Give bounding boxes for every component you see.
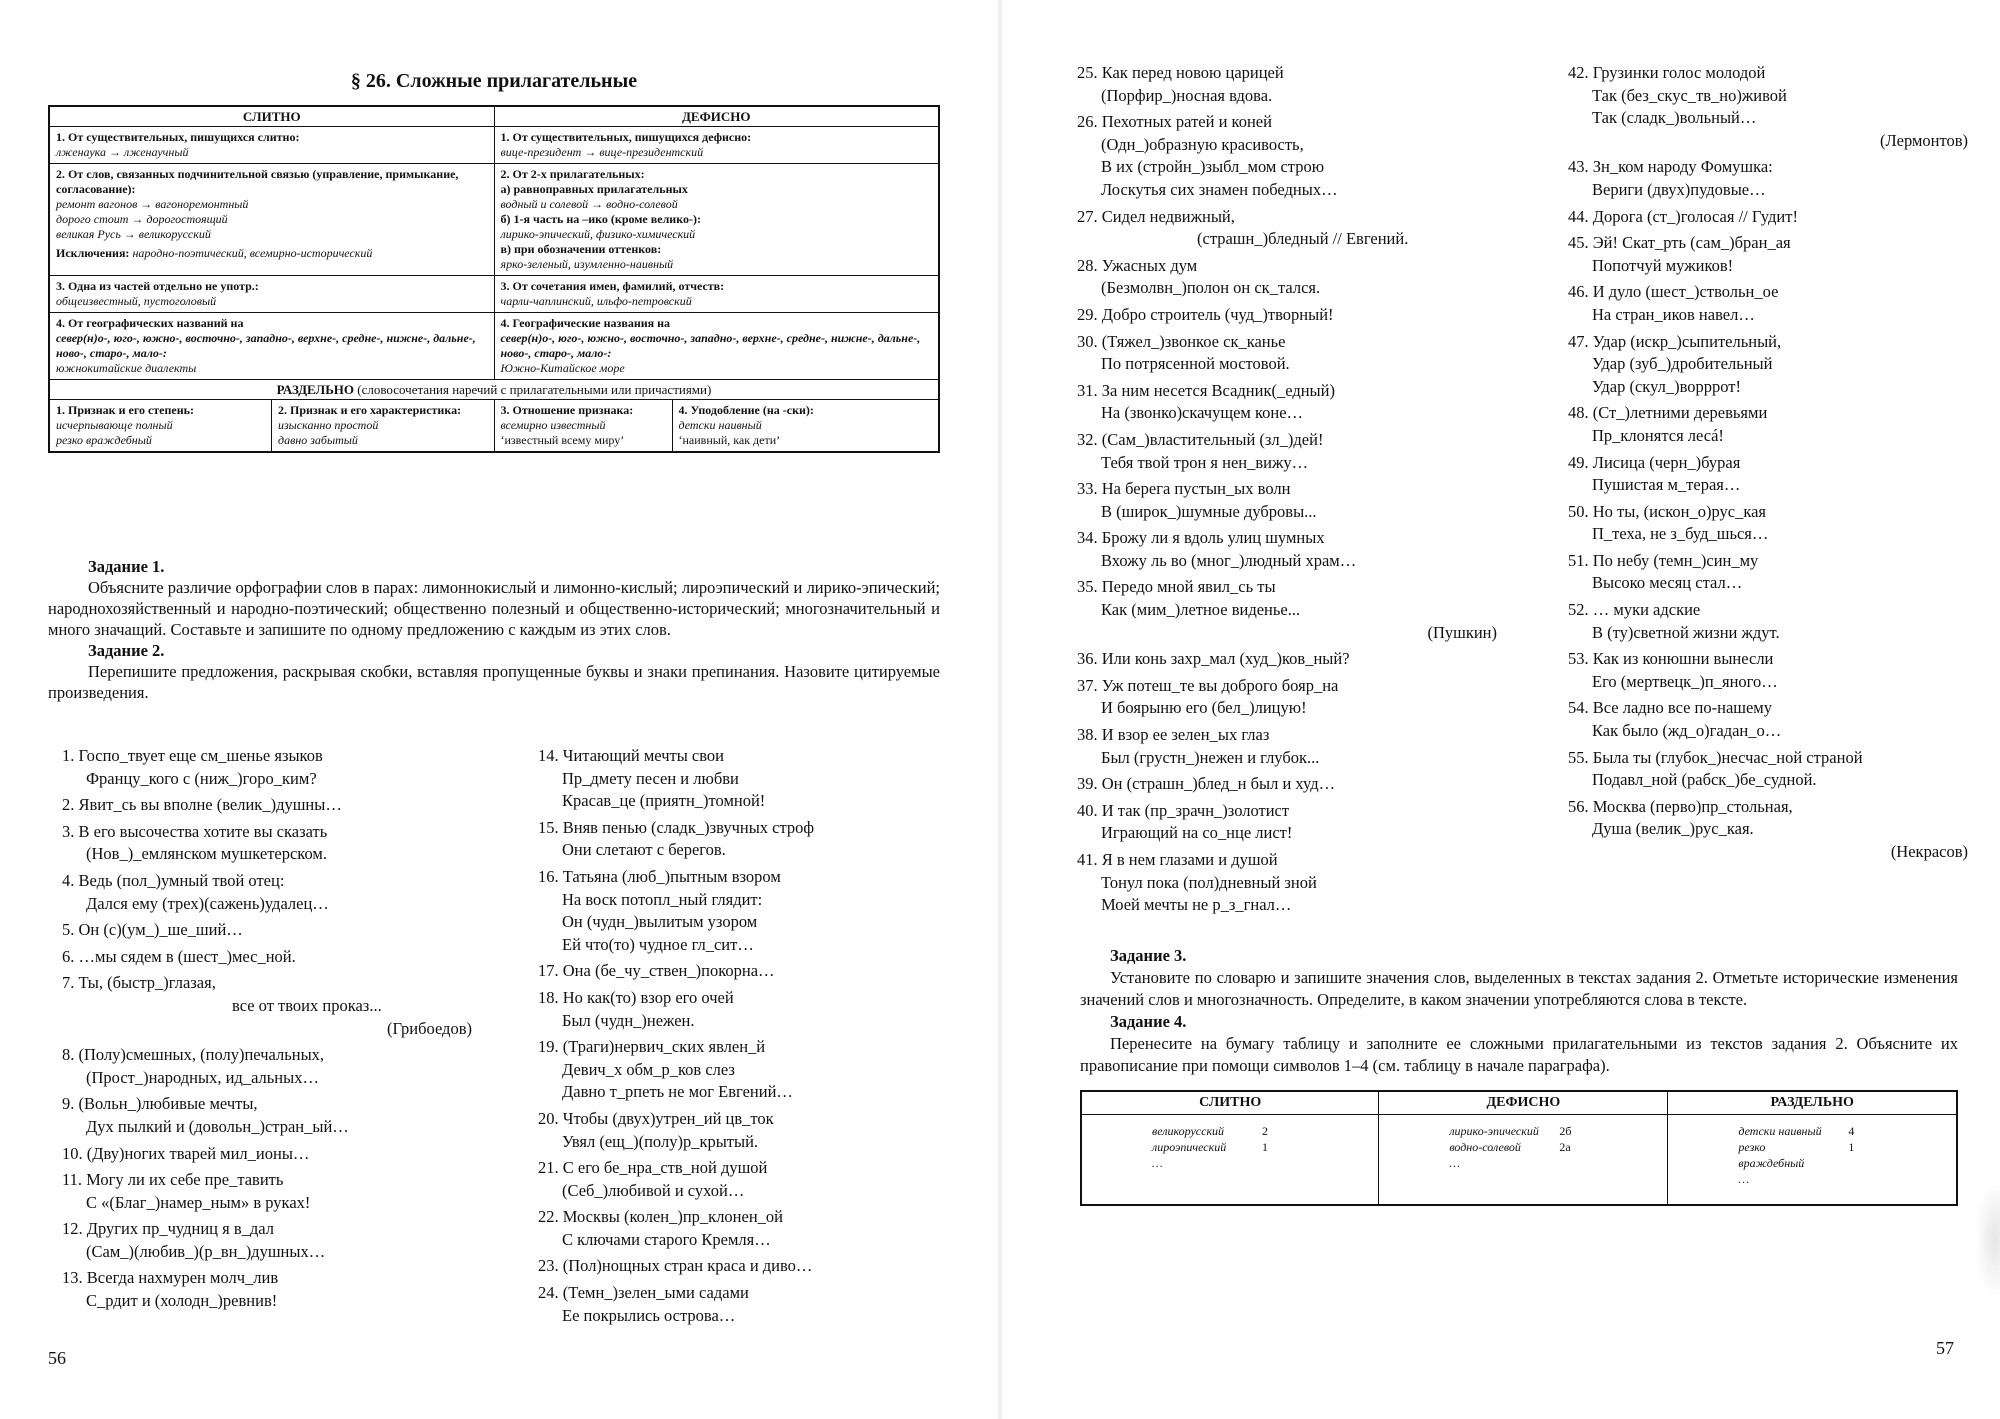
fill-in-table (1080, 1090, 1958, 1206)
exercise-line: 52. … муки адские (1568, 600, 1701, 620)
exercise-line: В (широк_)шумные дубровы... (1101, 501, 1317, 521)
exercise-line: 33. На берега пустын_ых волн (1077, 479, 1291, 499)
exercise-line: (Сам_)(любив_)(р_вн_)душных… (86, 1241, 326, 1261)
exercise-line: 15. Вняв пенью (сладк_)звучных строф (538, 817, 815, 837)
task-heading: Задание 1. (88, 557, 165, 576)
exercise-line: Играющий на со_нце лист! (1101, 823, 1293, 843)
exercise-line: 29. Добро строитель (чуд_)творный! (1077, 304, 1334, 324)
exercise-line: 37. Уж потеш_те вы доброго бояр_на (1077, 675, 1339, 695)
exercise-line: 16. Татьяна (люб_)пытным взором (538, 866, 781, 886)
exercise-line: 55. Была ты (глубок_)несчас_ной страной (1568, 747, 1863, 767)
exercise-line: Ей что(то) чудное гл_сит… (562, 934, 754, 954)
exercise-line: И боярыню его (бел_)лицую! (1101, 698, 1307, 718)
exercise-column (1077, 62, 1497, 917)
exercise-line: Вхожу ль во (мног_)людный храм… (1101, 550, 1357, 570)
exercise-line: 34. Брожу ли я вдоль улиц шумных (1077, 528, 1325, 548)
header-separate: РАЗДЕЛЬНО (1668, 1091, 1957, 1115)
exercise-line: 32. (Сам_)властительный (зл_)дей! (1077, 429, 1324, 449)
section-title: § 26. Сложные прилагательные (350, 70, 638, 92)
rule-cell: 3. Одна из частей отдельно не употр.: общеизвестный, пустоголовый (49, 276, 494, 313)
exercise-line: 41. Я в нем глазами и душой (1077, 850, 1278, 869)
task-text: Установите по словарю и запишите значения слов, выделенных в текстах задания 2. Отметьте исторические изменения значений слов и многозначность. Определите, в каком значении употребляются слова в тексте. (1080, 968, 1958, 1009)
exercise-line: все от твоих проказ... (232, 995, 382, 1015)
rule-cell: 1. Признак и его степень: исчерпывающе полный резко враждебный (49, 400, 272, 453)
page-number: 57 (1936, 1338, 1954, 1358)
exercise-line: 19. (Траги)нервич_ских явлен_й (538, 1037, 766, 1057)
exercise-line: 44. Дорога (ст_)голосая // Гудит! (1568, 206, 1798, 226)
exercise-line: 8. (Полу)смешных, (полу)печальных, (62, 1045, 325, 1065)
exercise-line: Как (мим_)летное виденье... (1101, 600, 1301, 620)
rule-cell: 1. От существительных, пишущихся слитно: лженаука → лженаучный (49, 127, 494, 164)
task-heading: Задание 3. (1110, 946, 1187, 965)
exercise-line: Францу_кого с (ниж_)горо_ким? (86, 768, 317, 788)
exercise-line: В их (стройн_)зыбл_мом строю (1101, 157, 1325, 177)
exercise-line: На (звонко)скачущем коне… (1101, 403, 1304, 423)
exercise-line: (Некрасов) (1890, 842, 1968, 861)
task-heading: Задание 2. (88, 641, 165, 660)
exercise-line: (Себ_)любивой и сухой… (562, 1180, 745, 1200)
exercise-line: 14. Читающий мечты свои (538, 746, 725, 765)
exercise-line: 36. Или конь захр_мал (худ_)ков_ный? (1077, 649, 1350, 669)
header-solid: СЛИТНО (1081, 1091, 1379, 1115)
exercise-line: 38. И взор ее зелен_ых глаз (1077, 725, 1270, 745)
header-hyphen: ДЕФИСНО (494, 106, 939, 127)
exercise-line: 20. Чтобы (двух)утрен_ий цв_ток (538, 1108, 774, 1128)
fill-cell: великорусский 2 лироэпический 1 … (1081, 1115, 1379, 1205)
exercise-line: Дался ему (трех)(сажень)удалец… (86, 893, 329, 913)
exercise-line: 27. Сидел недвижный, (1077, 206, 1235, 226)
exercise-line: 46. И дуло (шест_)ствольн_ое (1568, 282, 1779, 302)
exercise-line: 11. Могу ли их себе пре_тавить (62, 1170, 284, 1190)
exercise-line: На воск потопл_ный глядит: (562, 889, 763, 909)
exercise-line: Они слетают с берегов. (562, 840, 726, 860)
rule-cell: 3. Отношение признака: всемирно известный ‘известный всему миру’ (494, 400, 672, 453)
rule-cell: 2. От слов, связанных подчинительной связью (управление, примыкание, согласование): ремонт вагонов → вагоноремонтный дорого стоит → дорогостоящий великая Русь → великорусский Исключения: народно-поэтический, всемирно-исторический (49, 164, 494, 276)
exercise-line: Душа (велик_)рус_кая. (1592, 819, 1754, 839)
exercise-line: Пр_клонятся лесá! (1592, 425, 1724, 445)
exercise-line: С «(Благ_)намер_ным» в руках! (86, 1192, 311, 1212)
exercise-line: Лоскутья сих знамен победных… (1101, 179, 1338, 199)
exercise-line: 53. Как из конюшни вынесли (1568, 649, 1774, 669)
exercise-line: Увял (ещ_)(полу)р_крытый. (562, 1131, 759, 1151)
exercise-line: 25. Как перед новою царицей (1077, 63, 1284, 82)
exercise-line: Был (грустн_)нежен и глубок... (1101, 747, 1320, 767)
spelling-rules-table (48, 105, 940, 453)
exercise-line: 39. Он (страшн_)блед_н был и худ… (1077, 774, 1336, 794)
right-page (1000, 0, 2000, 1419)
exercise-line: 13. Всегда нахмурен молч_лив (62, 1268, 279, 1288)
rule-cell: 4. От географических названий на север(н)о-, юго-, южно-, восточно-, западно-, верхне-, средне-, нижне-, дальне-, ново-, старо-, мало-: южнокитайские диалекты (49, 313, 494, 380)
exercise-line: В (ту)светной жизни ждут. (1592, 622, 1780, 642)
exercise-line: 17. Она (бе_чу_ствен_)покорна… (538, 961, 775, 981)
exercise-line: 30. (Тяжел_)звонкое ск_канье (1077, 331, 1286, 351)
exercise-line: 40. И так (пр_зрачн_)золотист (1077, 800, 1290, 820)
exercise-line: 22. Москвы (колен_)пр_клонен_ой (538, 1207, 783, 1227)
exercise-line: 47. Удар (искр_)сыпительный, (1568, 331, 1782, 351)
header-hyphen: ДЕФИСНО (1379, 1091, 1668, 1115)
rule-cell: 3. От сочетания имен, фамилий, отчеств: чарли-чаплинский, ильфо-петровский (494, 276, 939, 313)
exercise-line: Девич_х обм_р_ков слез (562, 1059, 735, 1079)
exercise-line: 26. Пехотных ратей и коней (1077, 112, 1272, 132)
exercise-line: 43. Зн_ком народу Фомушка: (1568, 157, 1773, 177)
rule-cell: 2. От 2-х прилагательных: а) равноправных прилагательных водный и солевой → водно-солевой б) 1-я часть на –ико (кроме велико-): лирико-эпический, физико-химический в) при обозначении оттенков: ярко-зеленый, изумленно-наивный (494, 164, 939, 276)
task-text: Перепишите предложения, раскрывая скобки, вставляя пропущенные буквы и знаки препинания. Назовите цитируемые произведения. (48, 662, 940, 702)
exercise-line: 21. С его бе_нра_ств_ной душой (538, 1158, 768, 1178)
exercise-line: По потрясенной мостовой. (1101, 354, 1290, 374)
exercise-line: (Нов_)_емлянском мушкетерском. (86, 844, 327, 864)
exercise-line: 45. Эй! Скат_рть (сам_)бран_ая (1568, 233, 1791, 253)
exercise-line: 42. Грузинки голос молодой (1568, 63, 1766, 82)
rule-cell: 4. Географические названия на север(н)о-, юго-, южно-, восточно-, западно-, верхне-, средне-, нижне-, дальне-, ново-, старо-, мало-: Южно-Китайское море (494, 313, 939, 380)
exercise-line: 7. Ты, (быстр_)глазая, (62, 973, 216, 993)
exercise-line: Как было (жд_о)гадан_о… (1592, 721, 1782, 741)
exercise-line: Подавл_ной (рабск_)бе_судной. (1592, 770, 1817, 790)
exercise-line: П_теха, не з_буд_шься… (1592, 524, 1769, 544)
exercise-line: (страшн_)бледный // Евгений. (1197, 229, 1409, 249)
rule-cell: 4. Уподобление (на -ски): детски наивный ‘наивный, как дети’ (672, 400, 939, 453)
exercise-line: 48. (Ст_)летними деревьями (1568, 403, 1768, 423)
task-3-4 (1080, 945, 1958, 1077)
exercise-line: Удар (скул_)ворррот! (1592, 376, 1741, 396)
exercise-line: Высоко месяц стал… (1592, 573, 1743, 593)
exercise-line: 23. (Пол)нощных стран краса и диво… (538, 1256, 813, 1276)
exercise-line: Тонул пока (пол)дневный зной (1101, 872, 1317, 892)
exercise-line: 51. По небу (темн_)син_му (1568, 550, 1759, 570)
exercise-line: 35. Передо мной явил_сь ты (1077, 577, 1276, 597)
exercise-line: Так (без_скус_тв_но)живой (1592, 85, 1787, 105)
exercise-line: Моей мечты не р_з_гнал… (1101, 895, 1292, 915)
exercise-line: Давно т_рпеть не мог Евгений… (562, 1082, 793, 1102)
exercise-line: 31. За ним несется Всадник(_едный) (1077, 380, 1335, 400)
exercise-line: 9. (Вольн_)любивые мечты, (62, 1094, 258, 1114)
exercise-line: (Прост_)народных, ид_альных… (86, 1067, 319, 1087)
exercise-line: Попотчуй мужиков! (1592, 255, 1734, 275)
rule-cell: 1. От существительных, пишущихся дефисно: вице-президент → вице-президентский (494, 127, 939, 164)
exercise-line: 12. Других пр_чудниц я в_дал (62, 1219, 274, 1239)
exercise-line: 49. Лисица (черн_)бурая (1568, 452, 1741, 472)
task-heading: Задание 4. (1110, 1012, 1187, 1031)
exercise-line: 3. В его высочества хотите вы сказать (62, 821, 328, 841)
exercise-line: На стран_иков навел… (1592, 304, 1755, 324)
exercise-line: Он (чудн_)вылитым узором (562, 912, 758, 932)
exercise-line: 1. Госпо_твует еще см_шенье языков (62, 746, 323, 765)
exercise-line: 18. Но как(то) взор его очей (538, 987, 734, 1007)
exercise-line: Тебя твой трон я нен_вижу… (1101, 452, 1309, 472)
exercise-line: (Грибоедов) (387, 1018, 472, 1038)
exercise-line: (Порфир_)носная вдова. (1101, 85, 1273, 105)
exercise-line: 50. Но ты, (искон_о)рус_кая (1568, 501, 1767, 521)
exercise-line: (Безмолвн_)полон он ск_тался. (1101, 278, 1321, 298)
exercise-line: Ее покрылись острова… (562, 1305, 736, 1325)
exercise-line: Вериги (двух)пудовые… (1592, 179, 1766, 199)
rule-cell: 2. Признак и его характеристика: изысканно простой давно забытый (272, 400, 495, 453)
exercise-line: Дух пылкий и (довольн_)стран_ый… (86, 1116, 349, 1136)
exercise-line: 6. …мы сядем в (шест_)мес_ной. (62, 946, 296, 966)
exercise-line: 4. Ведь (пол_)умный твой отец: (62, 870, 285, 890)
page-number: 56 (48, 1348, 66, 1368)
separate-header: РАЗДЕЛЬНО (словосочетания наречий с прилагательными или причастиями) (49, 380, 939, 400)
exercise-line: 2. Явит_сь вы вполне (велик_)душны… (62, 795, 342, 815)
page-shadow (1975, 1180, 2000, 1300)
task-text: Перенесите на бумагу таблицу и заполните ее сложными прилагательными из текстов задания 2. Объясните их правописание при помощи символов 1–4 (см. таблицу в начале параграфа). (1080, 1034, 1958, 1075)
exercise-line: (Пушкин) (1427, 622, 1497, 642)
exercise-line: 54. Все ладно все по-нашему (1568, 698, 1773, 718)
task-1 (48, 556, 940, 703)
exercise-line: Пушистая м_терая… (1592, 475, 1741, 495)
header-solid: СЛИТНО (49, 106, 494, 127)
exercise-line: 10. (Дву)ногих тварей мил_ионы… (62, 1143, 310, 1163)
exercise-column (538, 745, 968, 1327)
exercise-line: 24. (Темн_)зелен_ыми садами (538, 1283, 749, 1303)
exercise-line: Так (сладк_)вольный… (1592, 108, 1757, 128)
exercise-line: Был (чудн_)нежен. (562, 1010, 695, 1030)
exercise-line: Его (мертвецк_)п_яного… (1592, 671, 1778, 691)
fill-cell: детски наивный 4 резко враждебный 1 … (1668, 1115, 1957, 1205)
exercise-column (1568, 62, 1968, 864)
task-text: Объясните различие орфографии слов в парах: лимоннокислый и лимонно-кислый; лироэпический и лирико-эпический; народнохозяйственный и народно-поэтический; общественно полезный и общественно-исторический; многозначительный и много значащий. Составьте и запишите по одному предложению с каждым из этих слов. (48, 578, 940, 639)
exercise-line: 28. Ужасных дум (1077, 255, 1198, 275)
exercise-column (62, 745, 472, 1313)
exercise-line: Пр_дмету песен и любви (562, 768, 739, 788)
exercise-line: С ключами старого Кремля… (562, 1229, 771, 1249)
exercise-line: С_рдит и (холодн_)ревнив! (86, 1291, 278, 1311)
exercise-line: (Лермонтов) (1880, 130, 1968, 150)
exercise-line: 5. Он (с)(ум_)_ше_ший… (62, 920, 243, 940)
exercise-line: (Одн_)образную красивость, (1101, 134, 1304, 154)
exercise-line: Удар (зуб_)дробительный (1592, 354, 1773, 374)
exercise-line: 56. Москва (перво)пр_стольная, (1568, 796, 1793, 816)
fill-cell: лирико-эпический 2б водно-солевой 2а … (1379, 1115, 1668, 1205)
exercise-line: Красав_це (приятн_)томной! (562, 791, 766, 811)
